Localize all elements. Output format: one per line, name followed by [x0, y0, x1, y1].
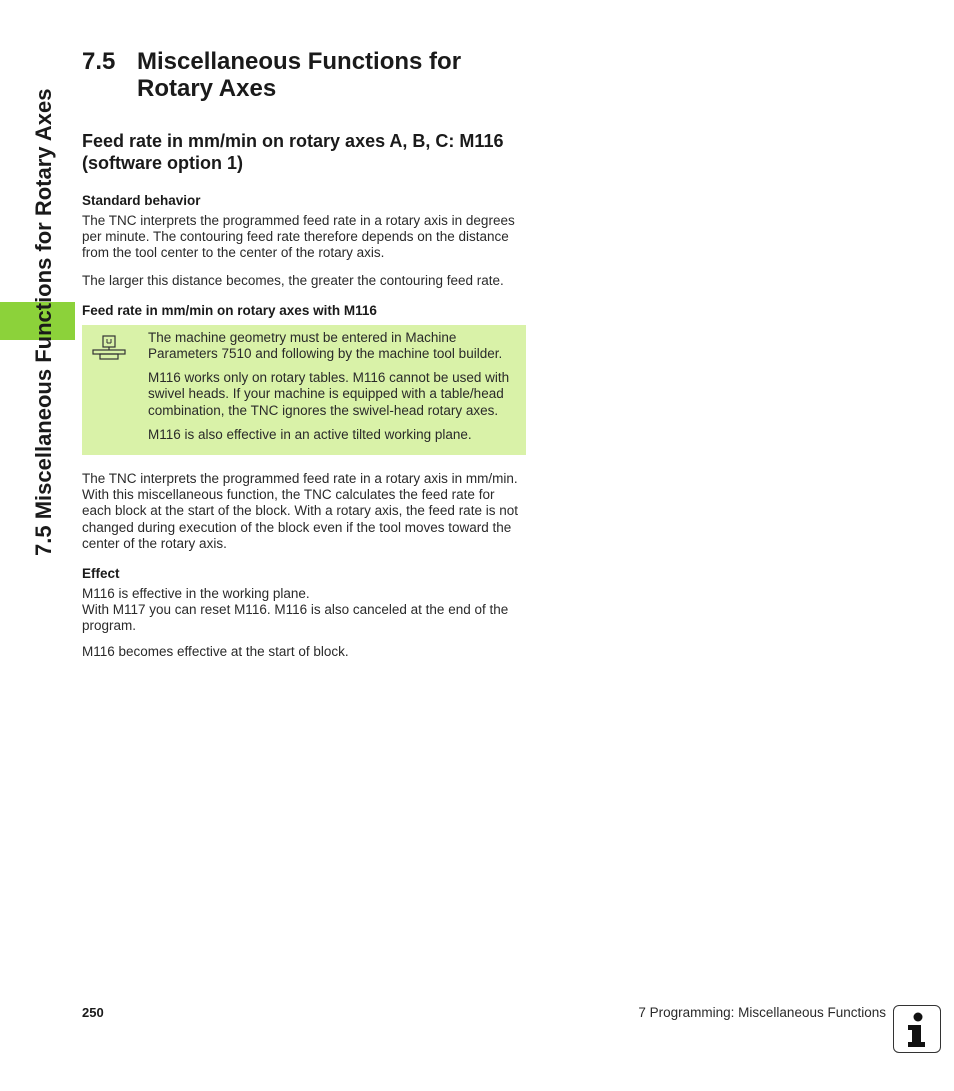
effect-line-1: M116 is effective in the working plane.: [82, 586, 310, 602]
note-paragraph-3: M116 is also effective in an active tilted working plane.: [148, 426, 472, 442]
section-title: [82, 48, 526, 102]
effect-heading: Effect: [82, 566, 120, 582]
note-paragraph-2: M116 works only on rotary tables. M116 cannot be used with swivel heads. If your machine is equipped with a table/head combination, the TNC ignores the swivel-head rotary axes.: [148, 370, 510, 418]
standard-behavior-paragraph-1: The TNC interprets the programmed feed rate in a rotary axis in degrees per minute. The contouring feed rate therefore depends on the distance from the tool center to the center of the rotary axis.: [82, 213, 515, 261]
machine-note-box: [82, 325, 526, 455]
standard-behavior-paragraph-2: The larger this distance becomes, the greater the contouring feed rate.: [82, 272, 504, 288]
note-paragraph-1: The machine geometry must be entered in Machine Parameters 7510 and following by the machine tool builder.: [148, 329, 503, 362]
effect-paragraph-1: [82, 586, 526, 635]
effect-line-2: With M117 you can reset M116. M116 is also canceled at the end of the program.: [82, 602, 509, 634]
chapter-title: 7 Programming: Miscellaneous Functions: [638, 1005, 886, 1020]
info-glyph: [894, 1006, 939, 1051]
sidebar-chapter-label: 7.5 Miscellaneous Functions for Rotary Axes: [31, 88, 56, 556]
subsection-title: Feed rate in mm/min on rotary axes A, B, C: M116 (software option 1): [82, 131, 504, 173]
page-number: 250: [82, 1005, 104, 1020]
main-content: [82, 48, 526, 669]
section-title-text: Miscellaneous Functions for Rotary Axes: [137, 48, 462, 102]
machine-icon: [92, 335, 126, 361]
m116-heading: Feed rate in mm/min on rotary axes with M116: [82, 302, 377, 318]
standard-behavior-heading: Standard behavior: [82, 193, 201, 208]
m116-paragraph: The TNC interprets the programmed feed rate in a rotary axis in mm/min. With this miscellaneous function, the TNC calculates the feed rate for each block at the start of the block. With a rotary axis, the feed rate is not changed during execution of the block even if the tool moves toward the center of the rotary axis.: [82, 471, 518, 551]
section-number: 7.5: [82, 48, 116, 75]
info-icon: [893, 1005, 941, 1053]
effect-paragraph-2: M116 becomes effective at the start of block.: [82, 643, 349, 659]
